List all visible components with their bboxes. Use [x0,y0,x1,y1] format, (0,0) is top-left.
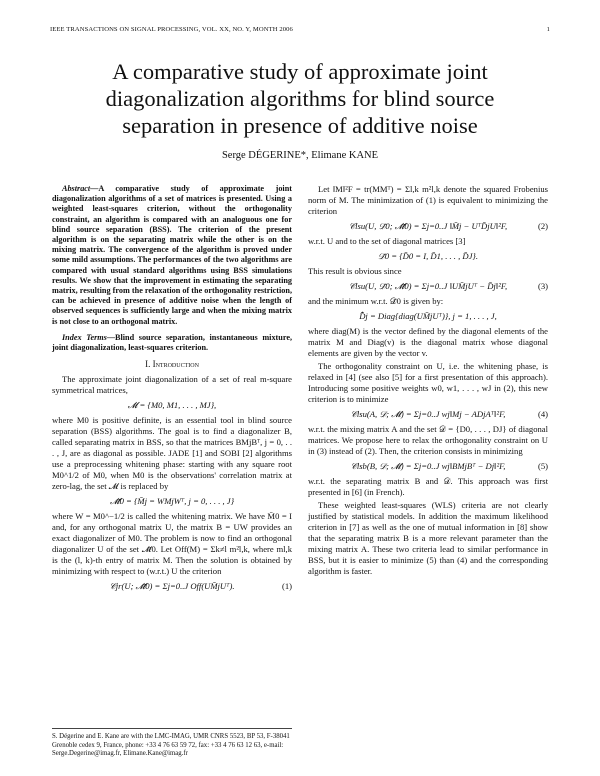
equation [308,311,548,322]
paragraph: These weighted least-squares (WLS) criteria are not clearly justified by statistical models. In addition the maximum likelihood criterion in [7] as well as the one of mutual information in [8] show that the separating matrix B is a more relevant parameter than the mixing matrix A. These two criteria lead to similar performance in BSS, but it is easier to minimize (5) than (4) and the corresponding algorithm is faster. [308,500,548,576]
equation [308,281,548,292]
section-heading: I. Introduction [145,359,199,370]
paragraph: w.r.t. the separating matrix B and 𝒟. This approach was first presented in [6] (in French). [308,476,548,497]
equation-number: (4) [537,409,548,419]
paragraph: The orthogonality constraint on U, i.e. the whitening phase, is relaxed in [4] (see also [5] for a first presentation of this approach). Introducing some positive weights w0, w1, . . . , wJ in (2), this new criterion is to minimize [308,361,548,404]
index-terms-text: Blind source separation, instantaneous mixture, joint diagonalization, least-squares criterion. [52,332,293,353]
equation-body: 𝒞jr(U; 𝓜̄0) = Σj=0..J Off(UM̄jUᵀ). [109,581,235,592]
footnote: S. Dégerine and E. Kane are with the LMC-IMAG, UMR CNRS 5523, BP 53, F-38041 Grenoble cedex 9, France, phone: +33 4 76 63 59 72, fax: +33 4 76 63 12 63, e-mail: Serge.Degerine@imag.fr, Elimane.Kane@imag.fr [52,728,292,759]
paragraph: where W = M0^−1/2 is called the whitening matrix. We have M̄0 = I and, for any orthogonal matrix U, the matrix B = UW provides an exact diagonalizer of M0. The problem is now to find an orthogonal diagonalizer U of the set 𝓜̄0. Let Off(M) = Σk≠l m²l,k, where ml,k is the (l, k)-th entry of matrix M. Then the solution is obtained by minimizing with respect to (w.r.t.) U the criterion [52,511,292,577]
paragraph: w.r.t. U and to the set of diagonal matrices [3] [308,236,466,246]
abstract [52,184,292,327]
equation-body: 𝓜 = {M0, M1, . . . , MJ}, [127,400,217,411]
index-terms [52,333,292,353]
equation-number: (3) [537,281,548,291]
equation [308,221,548,232]
equation [308,461,548,472]
paragraph: where diag(M) is the vector defined by the diagonal elements of the matrix M and Diag(v) is the diagonal matrix whose diagonal elements are given by the vector v. [308,326,548,358]
authors: Serge DÉGERINE*, Elimane KANE [221,150,379,161]
equation [308,251,548,262]
paragraph: Let ‖M‖²F = tr(MMᵀ) = Σl,k m²l,k denote the squared Frobenius norm of M. The minimization of (1) is equivalent to minimizing the criterion [308,184,548,216]
index-terms-label: Index Terms— [62,332,116,342]
equation-body: 𝒞lsu(U, 𝒟̄0; 𝓜̄0) = Σj=0..J ‖UM̄jUᵀ − D̄j‖²F, [348,281,508,291]
paragraph: w.r.t. the mixing matrix A and the set 𝒟 = {D0, . . . , DJ} of diagonal matrices. We propose here to relax the orthogonality constraint on U in (3) instead of (2). Then, the criterion consists in minimizing [308,424,548,456]
equation-body: 𝒞lsu(U, 𝒟̄0; 𝓜̄0) = Σj=0..J ‖M̄j − UᵀD̄jU‖²F, [348,221,508,231]
equation [308,409,548,420]
paragraph: and the minimum w.r.t. 𝒟̄0 is given by: [308,296,444,306]
equation [52,496,292,507]
equation [52,581,292,592]
equation-number: (2) [537,221,548,231]
paragraph: where M0 is positive definite, is an essential tool in blind source separation (BSS) algorithms. The goal is to find a diagonalizer B, called separating matrix in BSS, so that the matrices BMjBᵀ, j = 0, . . . , J, are as diagonal as possible. JADE [1] and SOBI [2] algorithms use a preprocessing whitening phase: starting with any square root M0^1/2 of M0, when M0 is the observations' correlation matrix at zero-lag, the set 𝓜 is replaced by [52,415,292,492]
page-number: 1 [546,26,550,33]
equation-body: 𝒞lsb(B, 𝒟; 𝓜) = Σj=0..J wj‖BMjBᵀ − Dj‖²F, [350,461,506,471]
running-header [50,26,550,38]
paragraph: This result is obvious since [308,266,402,276]
equation-number: (1) [281,581,292,592]
equation-body: 𝓜̄0 = {M̄j = WMjWᵀ, j = 0, . . . , J} [109,496,235,507]
paper-title: A comparative study of approximate joint diagonalization algorithms for blind source separation in presence of additive noise [105,59,495,138]
left-column [52,184,292,596]
equation-body: D̄̂j = Diag{diag(UM̄jUᵀ)}, j = 1, . . . , J, [359,311,497,321]
equation [52,400,292,411]
equation-body: 𝒟̄0 = {D̄0 = I, D̄1, . . . , D̄J}. [377,251,479,261]
journal-header: IEEE TRANSACTIONS ON SIGNAL PROCESSING, VOL. XX, NO. Y, MONTH 2006 [50,26,293,33]
abstract-label: Abstract— [62,184,99,193]
right-column [308,184,548,579]
abstract-text: A comparative study of approximate joint diagonalization algorithms of a set of matrices is presented. Using a weighted least-squares criterion, without the orthogonality constraint, an algorithm is compared with an analoguous one for blind source separation (BSS). The criterion of the present algorithm is on the separating matrix while the other is on the mixing matrix. The convergence of the algorithm is proved under some mild assumptions. The performances of the two algorithms are compared with usual standard algorithms using BSS simulations results. We show that the improvement in estimating the separating matrix, resulting from the relaxation of the orthogonality restriction, can be achieved in presence of additive noise when the length of observed sequences is sufficiently large and when the mixing matrix is not close to an orthogonal matrix. [52,184,292,326]
equation-body: 𝒞lsu(A, 𝒟; 𝓜) = Σj=0..J wj‖Mj − ADjAᵀ‖²F, [350,409,506,419]
paragraph: The approximate joint diagonalization of a set of real m-square symmetrical matrices, [52,374,292,396]
equation-number: (5) [537,461,548,471]
